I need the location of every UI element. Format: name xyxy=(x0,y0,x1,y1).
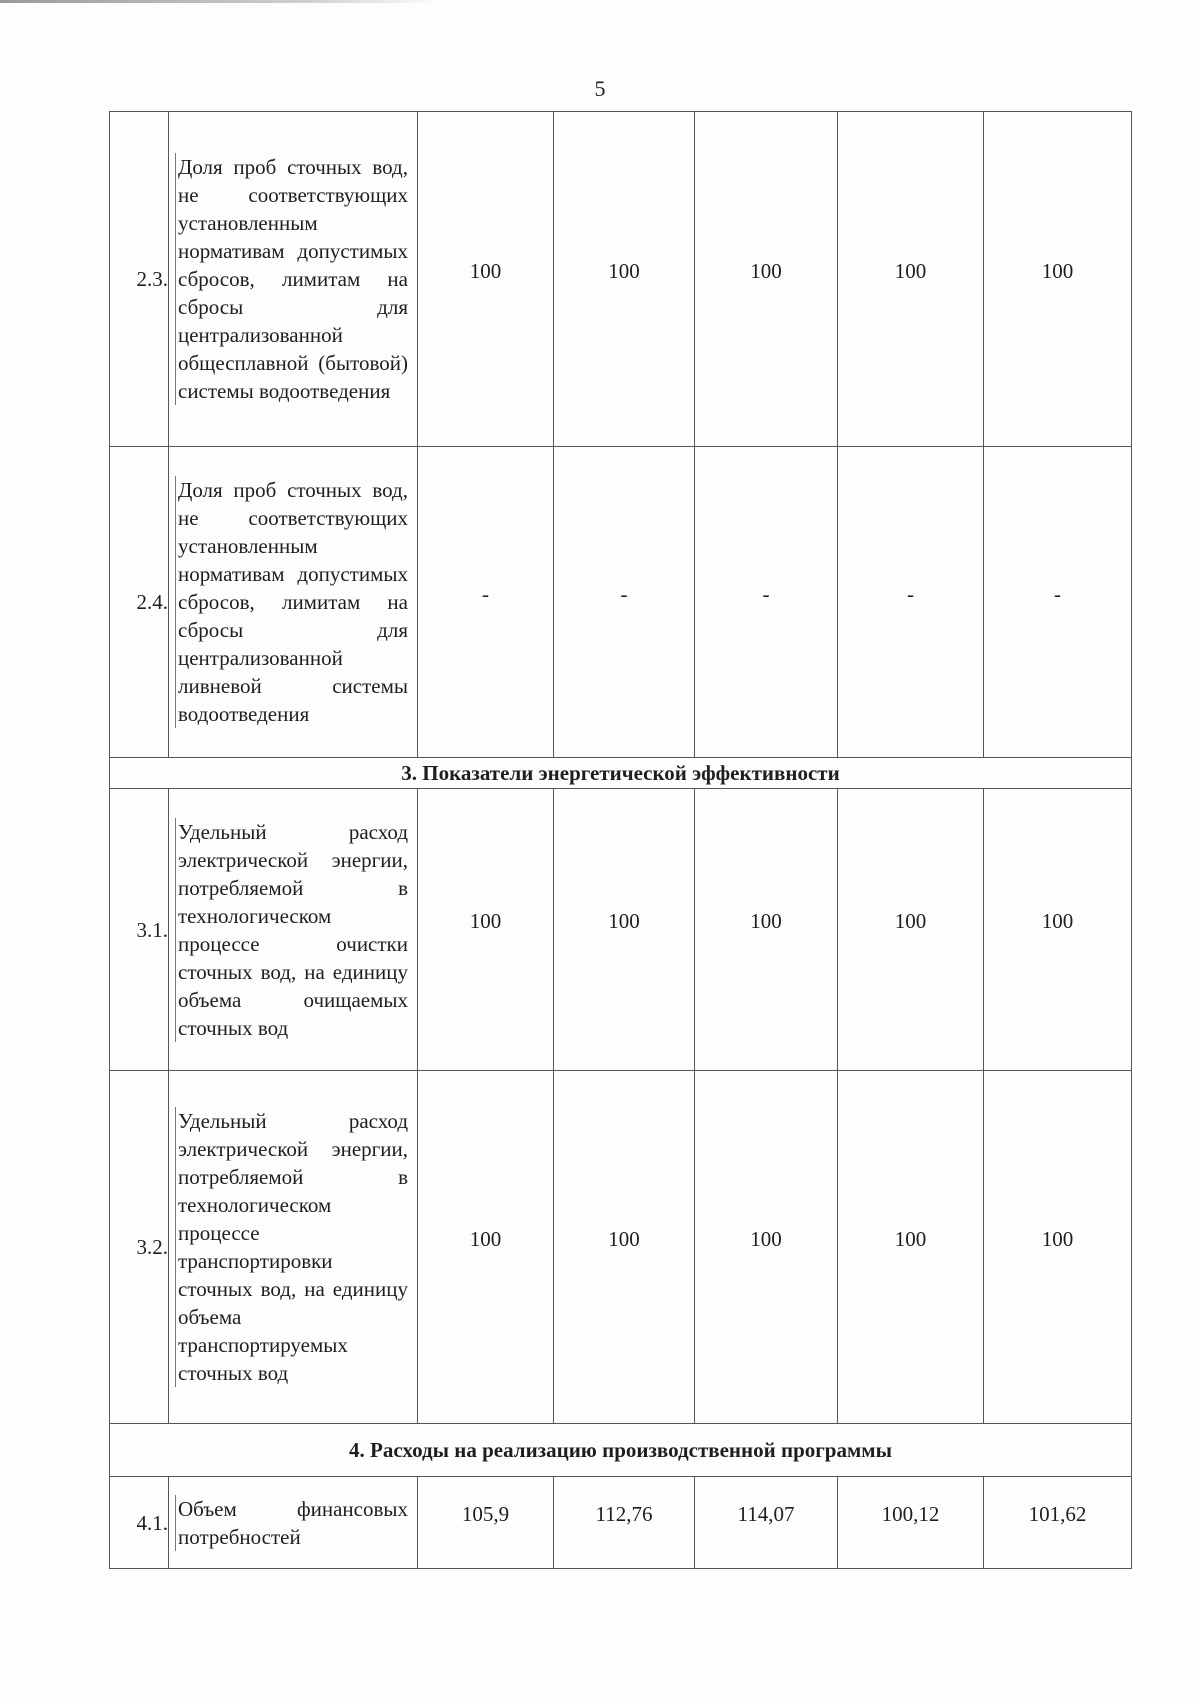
value-cell: 100,12 xyxy=(881,1502,940,1526)
table-row-3-2 xyxy=(110,1071,1132,1424)
value-cell: - xyxy=(762,581,770,606)
table-row-4-1 xyxy=(110,1477,1132,1569)
row-number: 3.2. xyxy=(110,1071,169,1424)
value-cell: 101,62 xyxy=(1028,1502,1087,1526)
indicator-name: Объем финансовых потребностей xyxy=(175,1495,408,1551)
section-header-row xyxy=(110,1424,1132,1477)
value-cell: 100 xyxy=(469,258,502,283)
value-cell: 100 xyxy=(608,258,640,283)
value-cell: 100 xyxy=(608,1226,640,1251)
value-cell: - xyxy=(620,581,628,606)
value-cell: 100 xyxy=(1041,1226,1074,1251)
indicators-table xyxy=(109,111,1132,1569)
value-cell: 100 xyxy=(1041,909,1074,933)
value-cell: 100 xyxy=(469,1226,502,1251)
table-row-3-1 xyxy=(110,789,1132,1071)
section-header-row xyxy=(110,758,1132,789)
scan-edge-line xyxy=(0,0,440,3)
indicator-name: Удельный расход электрической энергии, потребляемой в технологическом процессе транспортировки сточных вод, на единицу объема транспортируемых сточных вод xyxy=(175,1107,408,1387)
page-number: 5 xyxy=(594,76,606,101)
row-number: 2.4. xyxy=(110,447,169,758)
value-cell: 100 xyxy=(469,909,502,933)
section-title-energy: 3. Показатели энергетической эффективности xyxy=(110,758,1132,789)
value-cell: 105,9 xyxy=(461,1502,510,1526)
value-cell: 100 xyxy=(608,909,640,933)
value-cell: 100 xyxy=(750,258,782,283)
row-number: 2.3. xyxy=(110,112,169,447)
row-number: 3.1. xyxy=(110,789,169,1071)
table-row-2-3 xyxy=(110,112,1132,447)
value-cell: 100 xyxy=(894,909,927,933)
indicator-name: Доля проб сточных вод, не соответствующих установленным нормативам допустимых сбросов, лимитам на сбросы для централизованной общесплавной (бытовой) системы водоотведения xyxy=(175,153,408,405)
row-number: 4.1. xyxy=(110,1477,169,1569)
section-title-expenses: 4. Расходы на реализацию производственной программы xyxy=(110,1424,1132,1477)
value-cell: 100 xyxy=(1041,258,1074,283)
value-cell: - xyxy=(907,581,914,606)
value-cell: 114,07 xyxy=(737,1502,795,1526)
table-row-2-4 xyxy=(110,447,1132,758)
indicator-name: Доля проб сточных вод, не соответствующих установленным нормативам допустимых сбросов, лимитам на сбросы для централизованной ливневой системы водоотведения xyxy=(175,476,408,728)
value-cell: - xyxy=(1054,581,1061,606)
value-cell: 100 xyxy=(894,1226,927,1251)
value-cell: 100 xyxy=(750,909,782,933)
value-cell: 100 xyxy=(750,1226,782,1251)
value-cell: 100 xyxy=(894,258,927,283)
value-cell: - xyxy=(482,581,489,606)
value-cell: 112,76 xyxy=(595,1502,653,1526)
indicator-name: Удельный расход электрической энергии, потребляемой в технологическом процессе очистки сточных вод, на единицу объема очищаемых сточных вод xyxy=(175,818,408,1042)
